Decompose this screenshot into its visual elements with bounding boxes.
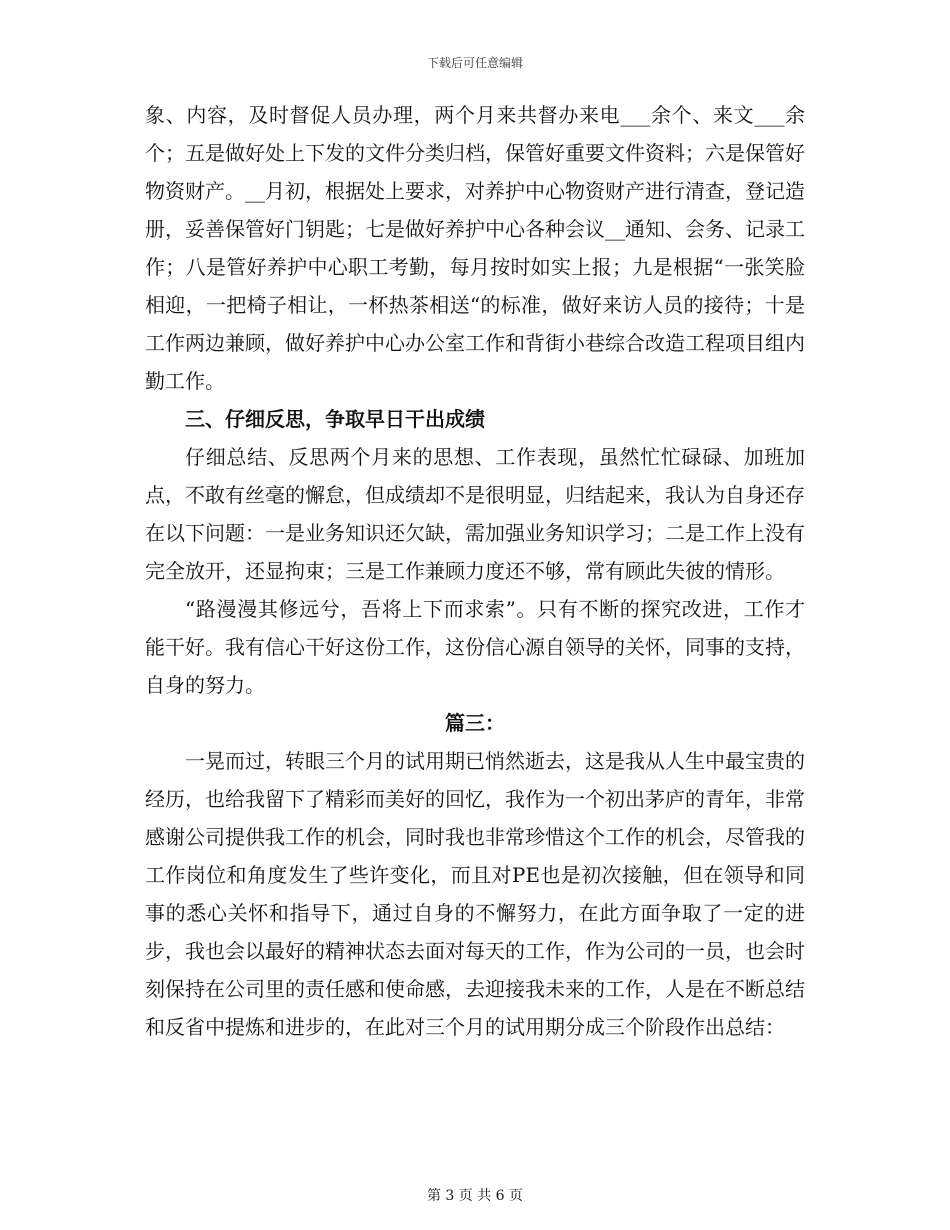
page-footer: 第 3 页 共 6 页	[426, 1188, 524, 1204]
paragraph-quote: “路漫漫其修远兮，吾将上下而求索”。只有不断的探究改进，工作才能干好。我有信心干好这份工作，这份信心源自领导的关怀，同事的支持，自身的努力。	[145, 597, 805, 697]
paragraph-chapter-3: 一晃而过，转眼三个月的试用期已悄然逝去，这是我从人生中最宝贵的经历，也给我留下了精彩而美好的回忆，我作为一个初出茅庐的青年，非常感谢公司提供我工作的机会，同时我也非常珍惜这个工作的机会，尽管我的工作岗位和角度发生了些许变化，而且对PE也是初次接触，但在领导和同事的悉心关怀和指导下，通过自身的不懈努力，在此方面争取了一定的进步，我也会以最好的精神状态去面对每天的工作，作为公司的一员，也会时刻保持在公司里的责任感和使命感，去迎接我未来的工作，人是在不断总结和反省中提炼和进步的，在此对三个月的试用期分成三个阶段作出总结：	[145, 749, 805, 1039]
paragraph-continued: 象、内容，及时督促人员办理，两个月来共督办来电___余个、来文___余个；五是做好处上下发的文件分类归档，保管好重要文件资料；六是保管好物资财产。__月初，根据处上要求，对养护中心物资财产进行清查，登记造册，妥善保管好门钥匙；七是做好养护中心各种会议__通知、会务、记录工作；八是管好养护中心职工考勤，每月按时如实上报；九是根据“一张笑脸相迎，一把椅子相让，一杯热茶相送“的标准，做好来访人员的接待；十是工作两边兼顾，做好养护中心办公室工作和背街小巷综合改造工程项目组内勤工作。	[145, 103, 805, 393]
paragraph-reflection: 仔细总结、反思两个月来的思想、工作表现，虽然忙忙碌碌、加班加点，不敢有丝毫的懈怠，但成绩却不是很明显，归结起来，我认为自身还存在以下问题：一是业务知识还欠缺，需加强业务知识学习；二是工作上没有完全放开，还显拘束；三是工作兼顾力度还不够，常有顾此失彼的情形。	[145, 445, 805, 583]
section-heading-3: 三、仔细反思，争取早日干出成绩	[185, 407, 485, 431]
document-body	[145, 96, 805, 1046]
page-header: 下载后可任意编辑	[426, 56, 523, 70]
chapter-title: 篇三：	[445, 711, 505, 735]
